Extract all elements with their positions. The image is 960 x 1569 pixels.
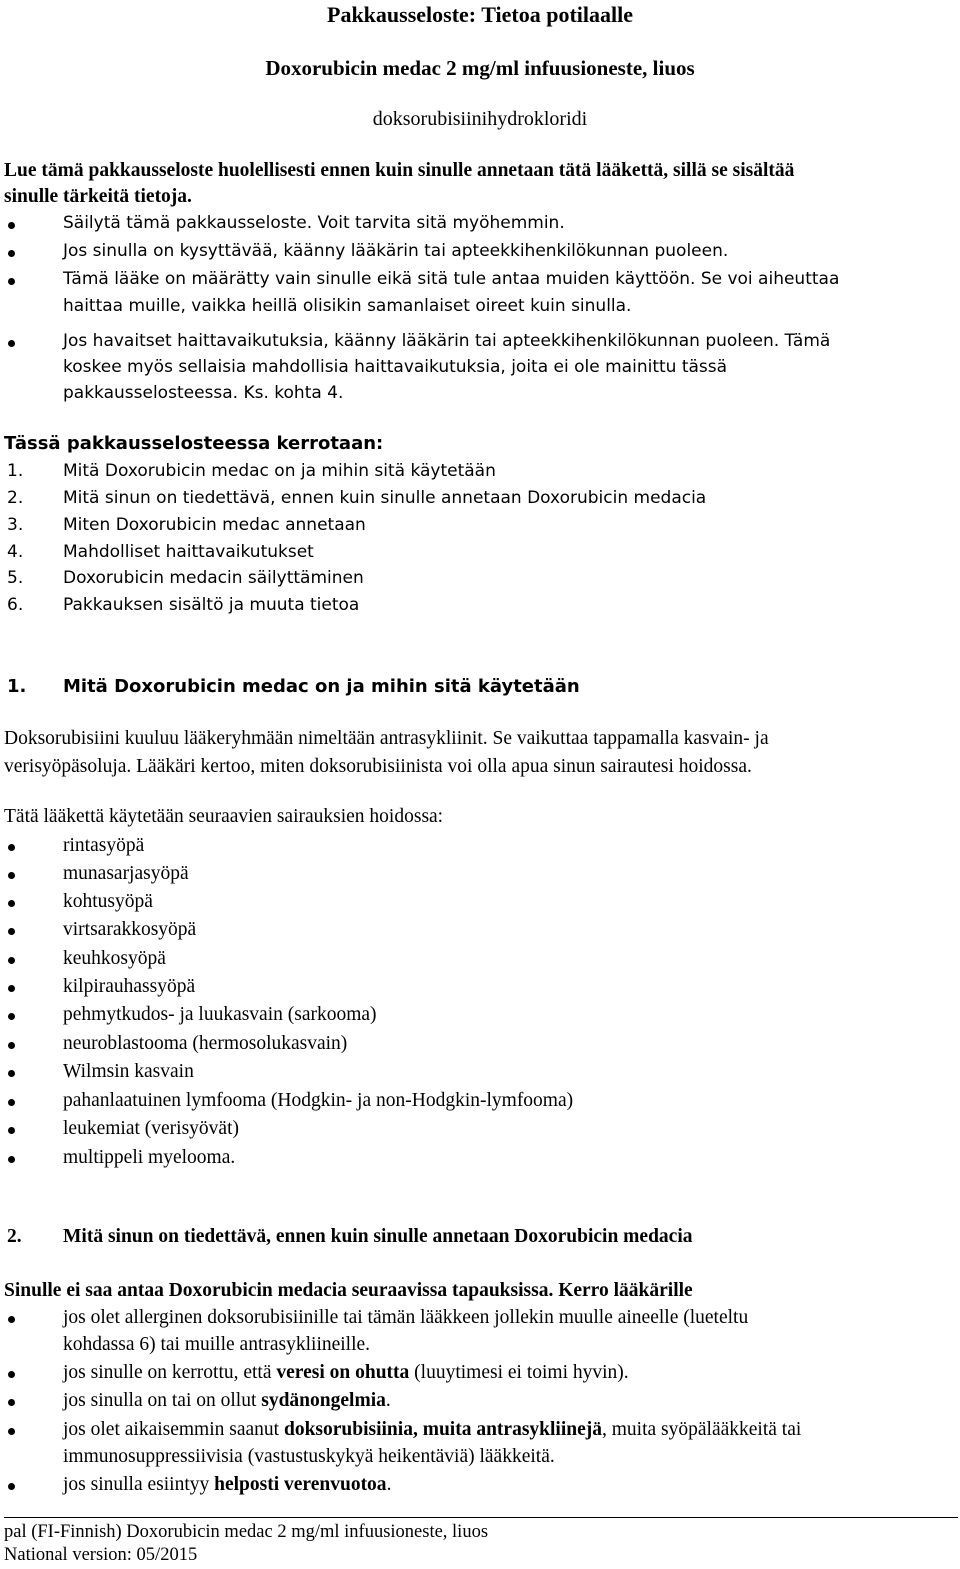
use-item: pehmytkudos- ja luukasvain (sarkooma): [63, 1004, 377, 1025]
uses-intro: Tätä lääkettä käytetään seuraavien sairauksien hoidossa:: [4, 806, 444, 827]
bullet-icon: [8, 872, 15, 879]
contraindication-text: kohdassa 6) tai muille antrasykliineille.: [63, 1334, 371, 1355]
contraindication-text: jos sinulla esiintyy: [63, 1474, 215, 1495]
contraindication-text: .: [386, 1474, 392, 1495]
use-item: Wilmsin kasvain: [63, 1061, 194, 1082]
toc-number: 4.: [7, 542, 24, 562]
product-name: Doxorubicin medac 2 mg/ml infuusioneste, liuos: [265, 56, 695, 80]
use-item: virtsarakkosyöpä: [63, 919, 197, 940]
footer-line-2: National version: 05/2015: [4, 1545, 198, 1565]
use-item: leukemiat (verisyövät): [63, 1118, 239, 1139]
contraindication-item: [63, 1474, 391, 1496]
section-1-heading: Mitä Doxorubicin medac on ja mihin sitä käytetään: [63, 676, 580, 697]
contraindication-emphasis: doksorubisiinia, muita antrasykliinejä: [283, 1419, 602, 1440]
toc-item: Pakkauksen sisältö ja muuta tietoa: [63, 595, 360, 615]
bullet-icon: [8, 1070, 15, 1077]
bullet-icon: [8, 985, 15, 992]
toc-item: Mitä Doxorubicin medac on ja mihin sitä käytetään: [63, 461, 496, 481]
section-2-subheading: Sinulle ei saa antaa Doxorubicin medacia seuraavissa tapauksissa. Kerro lääkärille: [4, 1280, 693, 1301]
use-item: rintasyöpä: [63, 835, 145, 856]
contraindication-text: jos olet aikaisemmin saanut: [63, 1419, 284, 1440]
contraindication-emphasis: sydänongelmia: [261, 1390, 386, 1411]
intro-bullet-text: Tämä lääke on määrätty vain sinulle eikä sitä tule antaa muiden käyttöön. Se voi aiheuttaa: [63, 269, 840, 289]
bullet-icon: [8, 844, 15, 851]
bullet-icon: [8, 1428, 15, 1435]
contraindication-text: (luuytimesi ei toimi hyvin).: [409, 1362, 629, 1383]
toc-number: 3.: [7, 515, 24, 535]
bullet-icon: [8, 928, 15, 935]
toc-number: 5.: [7, 568, 24, 588]
leaflet-title: Pakkausseloste: Tietoa potilaalle: [327, 2, 633, 27]
bullet-icon: [8, 900, 15, 907]
use-item: kilpirauhassyöpä: [63, 976, 196, 997]
bullet-icon: [8, 1399, 15, 1406]
bullet-icon: [8, 278, 15, 285]
section-1-paragraph: verisyöpäsoluja. Lääkäri kertoo, miten doksorubisiinista voi olla apua sinun sairautesi hoidossa.: [4, 756, 752, 777]
bullet-icon: [8, 1042, 15, 1049]
section-1-paragraph: Doksorubisiini kuuluu lääkeryhmään nimeltään antrasykliinit. Se vaikuttaa tappamalla kasvain- ja: [4, 728, 769, 749]
toc-heading: Tässä pakkausselosteessa kerrotaan:: [4, 433, 384, 454]
contraindication-text: immunosuppressiivisia (vastustuskykyä heikentäviä) lääkkeitä.: [63, 1446, 555, 1467]
intro-bullet-text: koskee myös sellaisia mahdollisia haittavaikutuksia, joita ei ole mainittu tässä: [63, 357, 728, 377]
toc-number: 1.: [7, 461, 24, 481]
contraindication-text: jos olet allerginen doksorubisiinille tai tämän lääkkeen jollekin muulle aineelle (lueteltu: [63, 1307, 749, 1328]
contraindication-text: , muita syöpälääkkeitä tai: [602, 1419, 802, 1440]
contraindication-item: [63, 1419, 801, 1441]
footer-line-1: pal (FI-Finnish) Doxorubicin medac 2 mg/ml infuusioneste, liuos: [4, 1522, 489, 1542]
bullet-icon: [8, 957, 15, 964]
bullet-icon: [8, 340, 15, 347]
toc-item: Doxorubicin medacin säilyttäminen: [63, 568, 364, 588]
active-substance: doksorubisiinihydrokloridi: [372, 108, 588, 130]
use-item: munasarjasyöpä: [63, 863, 189, 884]
bullet-icon: [8, 250, 15, 257]
bullet-icon: [8, 1483, 15, 1490]
intro-bullet-text: Jos sinulla on kysyttävää, käänny lääkärin tai apteekkihenkilökunnan puoleen.: [63, 241, 729, 261]
use-item: kohtusyöpä: [63, 891, 153, 912]
intro-bullet-text: pakkausselosteessa. Ks. kohta 4.: [63, 383, 344, 403]
contraindication-item: [63, 1362, 629, 1384]
toc-number: 6.: [7, 595, 24, 615]
toc-item: Mahdolliset haittavaikutukset: [63, 542, 314, 562]
contraindication-text: jos sinulla on tai on ollut: [63, 1390, 262, 1411]
bullet-icon: [8, 1013, 15, 1020]
section-2-number: 2.: [7, 1226, 22, 1247]
contraindication-item: [63, 1390, 391, 1412]
use-item: multippeli myelooma.: [63, 1147, 236, 1168]
section-1-number: 1.: [7, 676, 27, 697]
contraindication-emphasis: helposti verenvuotoa: [214, 1474, 387, 1495]
intro-bullet-text: Säilytä tämä pakkausseloste. Voit tarvita sitä myöhemmin.: [63, 213, 565, 233]
bullet-icon: [8, 1371, 15, 1378]
bullet-icon: [8, 1316, 15, 1323]
toc-item: Miten Doxorubicin medac annetaan: [63, 515, 366, 535]
intro-lead-line2: sinulle tärkeitä tietoja.: [4, 186, 192, 207]
use-item: keuhkosyöpä: [63, 948, 166, 969]
intro-lead-line1: Lue tämä pakkausseloste huolellisesti ennen kuin sinulle annetaan tätä lääkettä, sillä se sisältää: [4, 160, 795, 181]
bullet-icon: [8, 1156, 15, 1163]
contraindication-text: jos sinulle on kerrottu, että: [63, 1362, 277, 1383]
bullet-icon: [8, 1099, 15, 1106]
contraindication-text: .: [385, 1390, 391, 1411]
bullet-icon: [8, 222, 15, 229]
use-item: pahanlaatuinen lymfooma (Hodgkin- ja non-Hodgkin-lymfooma): [63, 1090, 574, 1111]
use-item: neuroblastooma (hermosolukasvain): [63, 1033, 348, 1054]
toc-item: Mitä sinun on tiedettävä, ennen kuin sinulle annetaan Doxorubicin medacia: [63, 488, 707, 508]
toc-number: 2.: [7, 488, 24, 508]
bullet-icon: [8, 1127, 15, 1134]
section-2-heading: Mitä sinun on tiedettävä, ennen kuin sinulle annetaan Doxorubicin medacia: [63, 1226, 693, 1247]
contraindication-emphasis: veresi on ohutta: [276, 1362, 410, 1383]
intro-bullet-text: haittaa muille, vaikka heillä olisikin samanlaiset oireet kuin sinulla.: [63, 296, 632, 316]
footer-divider: [4, 1517, 958, 1518]
intro-bullet-text: Jos havaitset haittavaikutuksia, käänny lääkärin tai apteekkihenkilökunnan puoleen. Tämä: [63, 331, 831, 351]
